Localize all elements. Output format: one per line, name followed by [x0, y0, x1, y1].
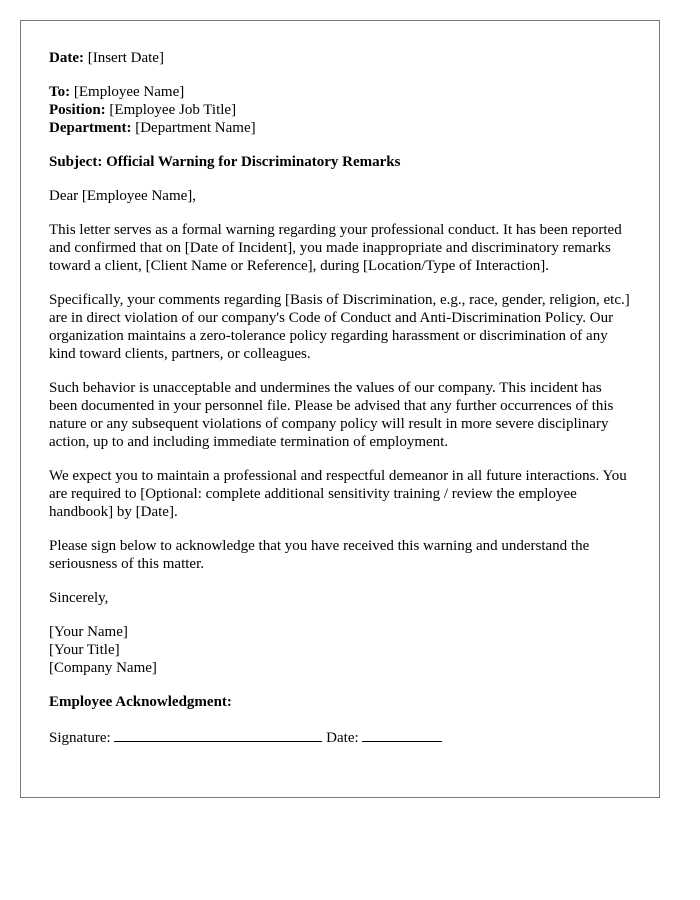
date-label: Date:: [49, 50, 84, 66]
closing: Sincerely,: [49, 590, 109, 606]
acknowledgment-date-line[interactable]: [362, 727, 442, 742]
body-paragraph-3: Such behavior is unacceptable and undermines the values of our company. This incident has been documented in your personnel file. Please be advised that any further occurrences of this nature or any subsequent violations of company policy will result in more severe disciplinary action, up to and including immediate termination of employment.: [49, 380, 614, 450]
salutation: Dear [Employee Name],: [49, 188, 197, 204]
sender-name: [Your Name]: [49, 624, 128, 640]
acknowledgment-date-label: Date:: [326, 730, 359, 746]
subject-line: Subject: Official Warning for Discriminatory Remarks: [49, 154, 401, 170]
body-paragraph-5: Please sign below to acknowledge that you have received this warning and understand the seriousness of this matter.: [49, 538, 590, 572]
signature-row: [49, 727, 631, 747]
to-label: To:: [49, 84, 71, 100]
recipient-block: [49, 83, 631, 137]
sender-company: [Company Name]: [49, 660, 157, 676]
position-label: Position:: [49, 102, 106, 118]
date-line: [49, 49, 631, 67]
body-paragraph-1: This letter serves as a formal warning regarding your professional conduct. It has been reported and confirmed that on [Date of Incident], you made inappropriate and discriminatory remarks toward a client, [Client Name or Reference], during [Location/Type of Interaction].: [49, 222, 622, 274]
to-value: [Employee Name]: [73, 84, 185, 100]
warning-letter: [20, 20, 660, 798]
department-label: Department:: [49, 120, 132, 136]
acknowledgment-heading: Employee Acknowledgment:: [49, 694, 232, 710]
position-value: [Employee Job Title]: [109, 102, 237, 118]
signature-label: Signature:: [49, 730, 111, 746]
sender-block: [49, 623, 631, 677]
department-value: [Department Name]: [135, 120, 256, 136]
body-paragraph-4: We expect you to maintain a professional and respectful demeanor in all future interactions. You are required to [Optional: complete additional sensitivity training / review the employee handbook] by [Date].: [49, 468, 627, 520]
signature-line[interactable]: [114, 727, 322, 742]
sender-title: [Your Title]: [49, 642, 120, 658]
body-paragraph-2: Specifically, your comments regarding [Basis of Discrimination, e.g., race, gender, religion, etc.] are in direct violation of our company's Code of Conduct and Anti-Discrimination Policy. Our organization maintains a zero-tolerance policy regarding harassment or discrimination of any kind toward clients, partners, or colleagues.: [49, 292, 630, 362]
date-value: [Insert Date]: [87, 50, 164, 66]
